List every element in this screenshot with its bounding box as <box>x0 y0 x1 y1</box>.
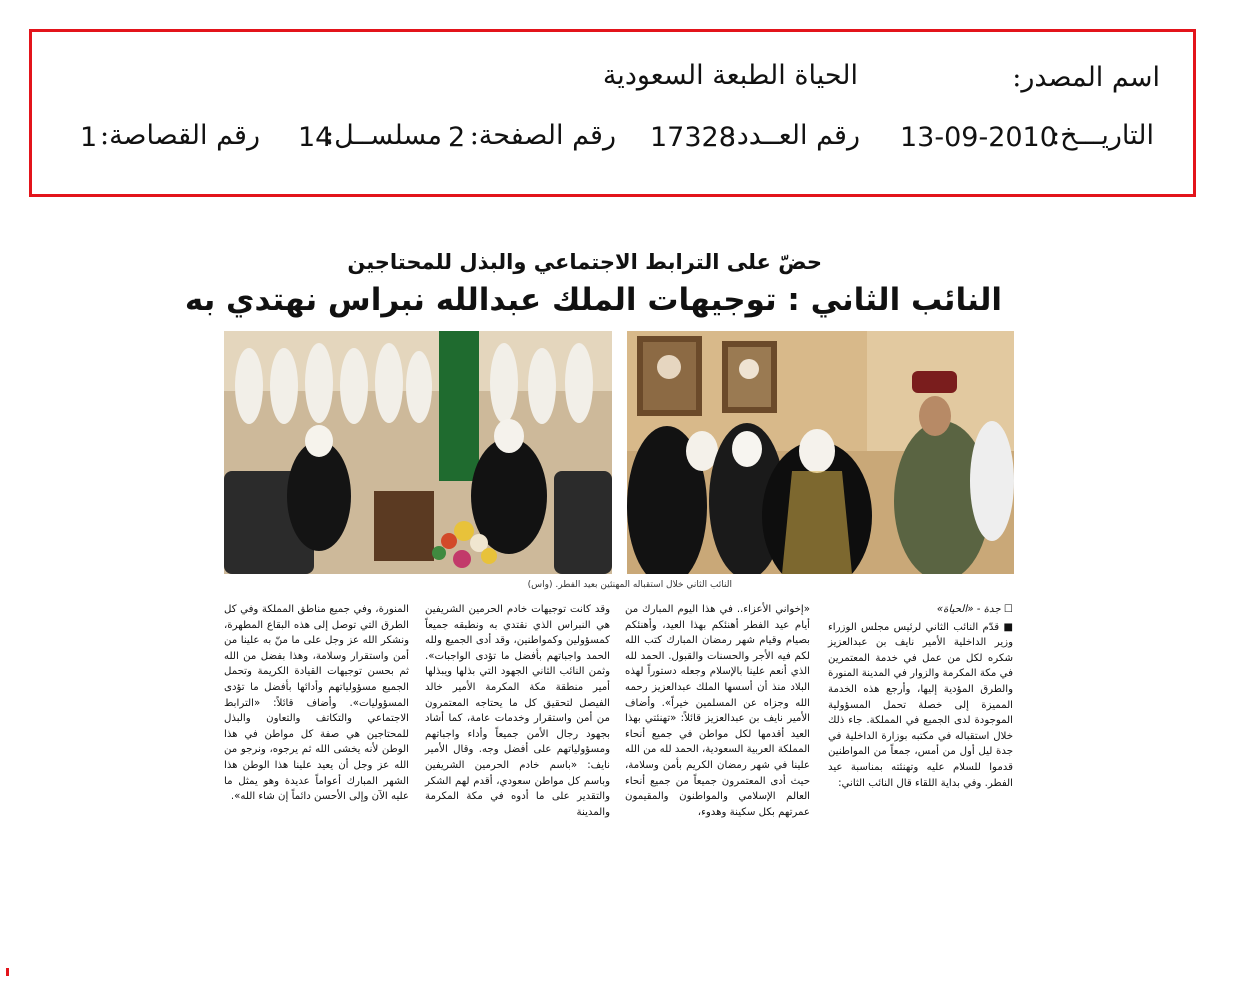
source-label: اسم المصدر: <box>1012 62 1160 93</box>
clipping-header <box>29 29 1196 197</box>
article-column-3 <box>425 602 610 820</box>
article-column-4 <box>224 602 409 805</box>
photo-handshake-illustration <box>627 331 1014 574</box>
photo-reception <box>224 331 612 574</box>
corner-mark <box>6 968 9 976</box>
issue-label: رقم العــدد: <box>727 120 860 151</box>
column-2-text: «إخواني الأعزاء.. في هذا اليوم المبارك من أيام عيد الفطر أهنئكم بهذا العيد، وأهنئكم بصيام وقيام شهر رمضان المبارك كتب الله لكم فيه الأجر والحسنات والقبول. الحمد لله الذي أنعم علينا بالإسلام وجعله دستوراً لهذه البلاد منذ أن أسسها الملك عبدالعزيز رحمه الله وجزاه عن المسلمين خيراً». وأضاف الأمير نايف بن عبدالعزيز قائلاً: «تهنئتي بهذا العيد أقدمها لكل مواطن في جميع أنحاء المملكة العربية السعودية، الحمد لله من الله علينا في شهر رمضان الكريم بأمن وسلامة، حيث أدى المعتمرون جميعاً من جميع أنحاء العالم الإسلامي والمواطنون والمقيمون عمرتهم بكل سكينة وهدوء، <box>625 604 810 818</box>
dateline: ☐ جدة - «الحياة» <box>936 604 1013 615</box>
clip-value: 1 <box>80 122 98 153</box>
column-1-text: ■ قدّم النائب الثاني لرئيس مجلس الوزراء وزير الداخلية الأمير نايف بن عبدالعزيز شكره لكل من عمل في خدمة المعتمرين في مكة المكرمة والزوار في المدينة المنورة والطرق المؤدية إليها، وأرجع هذه الخدمة المميزة إلى خصلة تحمل المسؤولية الموجودة لدى الجميع في المملكة. جاء ذلك خلال استقباله في مكتبه بوزارة الداخلية في جدة ليل أول من أمس، جمعاً من المواطنين قدموا للسلام عليه وتهنئته بمناسبة عيد الفطر. وفي بداية اللقاء قال النائب الثاني: <box>828 621 1013 789</box>
page-label: رقم الصفحة: <box>469 120 616 151</box>
column-4-text: المنورة، وفي جميع مناطق المملكة وفي كل الطرق التي توصل إلى هذه البقاع المطهرة، ونشكر الله عز وجل على ما منّ به علينا من أمن واستقرار وسلامة، وهذا بفضل من الله ثم بحسن توجيهات القيادة الكريمة وتحمل الجميع مسؤولياتهم وأدائها بأفضل ما تؤدى المسؤوليات». وأضاف قائلاً: «الترابط الاجتماعي والتكاتف والتعاون والبذل للمحتاجين هي صفة كل مواطن في هذا الوطن لأنه يخشى الله ثم يرجوه، ونرجو من الله عز وجل أن يعيد علينا هذا الوطن هذا الشهر المبارك أعواماً عديدة وهو يمثل ما عليه الآن وإلى الأحسن دائماً إن شاء الله». <box>224 604 409 803</box>
clip-label: رقم القصاصة: <box>99 120 260 151</box>
article-column-2 <box>625 602 810 820</box>
source-value: الحياة الطبعة السعودية <box>602 60 858 91</box>
column-3-text: وقد كانت توجيهات خادم الحرمين الشريفين هي النبراس الذي نقتدي به ونطبقه جميعاً كمسؤولين وكمواطنين، وقد أدى الجميع ولله الحمد واجباتهم بأفضل ما تؤدى الواجبات». وثمن النائب الثاني الجهود التي بذلها ويبذلها أمير منطقة مكة المكرمة الأمير خالد الفيصل لتحقيق كل ما يحتاجه المعتمرون من أمن واستقرار وخدمات عامة، كما أشاد بجهود رجال الأمن جميعاً وأداء واجباتهم ومسؤولياتهم على أفضل وجه. وقال الأمير نايف: «باسم خادم الحرمين الشريفين وباسم كل مواطن سعودي، أقدم لهم الشكر والتقدير على ما أدوه في مكة المكرمة والمدينة <box>425 604 610 818</box>
photo-caption: النائب الثاني خلال استقباله المهنئين بعيد الفطر. (واس) <box>527 580 732 590</box>
serial-value: 14 <box>298 122 333 153</box>
photo-reception-illustration <box>224 331 612 574</box>
page-value: 2 <box>448 122 466 153</box>
date-label: التاريـــخ: <box>1051 120 1154 151</box>
issue-value: 17328 <box>650 122 736 153</box>
article-kicker: حضّ على الترابط الاجتماعي والبذل للمحتاجين <box>347 250 822 274</box>
article-column-1 <box>828 602 1013 791</box>
article-headline: النائب الثاني : توجيهات الملك عبدالله نبراس نهتدي به <box>184 282 1002 318</box>
photo-handshake <box>627 331 1014 574</box>
date-value: 13-09-2010 <box>900 122 1057 153</box>
serial-label: مسلســل: <box>325 120 442 151</box>
